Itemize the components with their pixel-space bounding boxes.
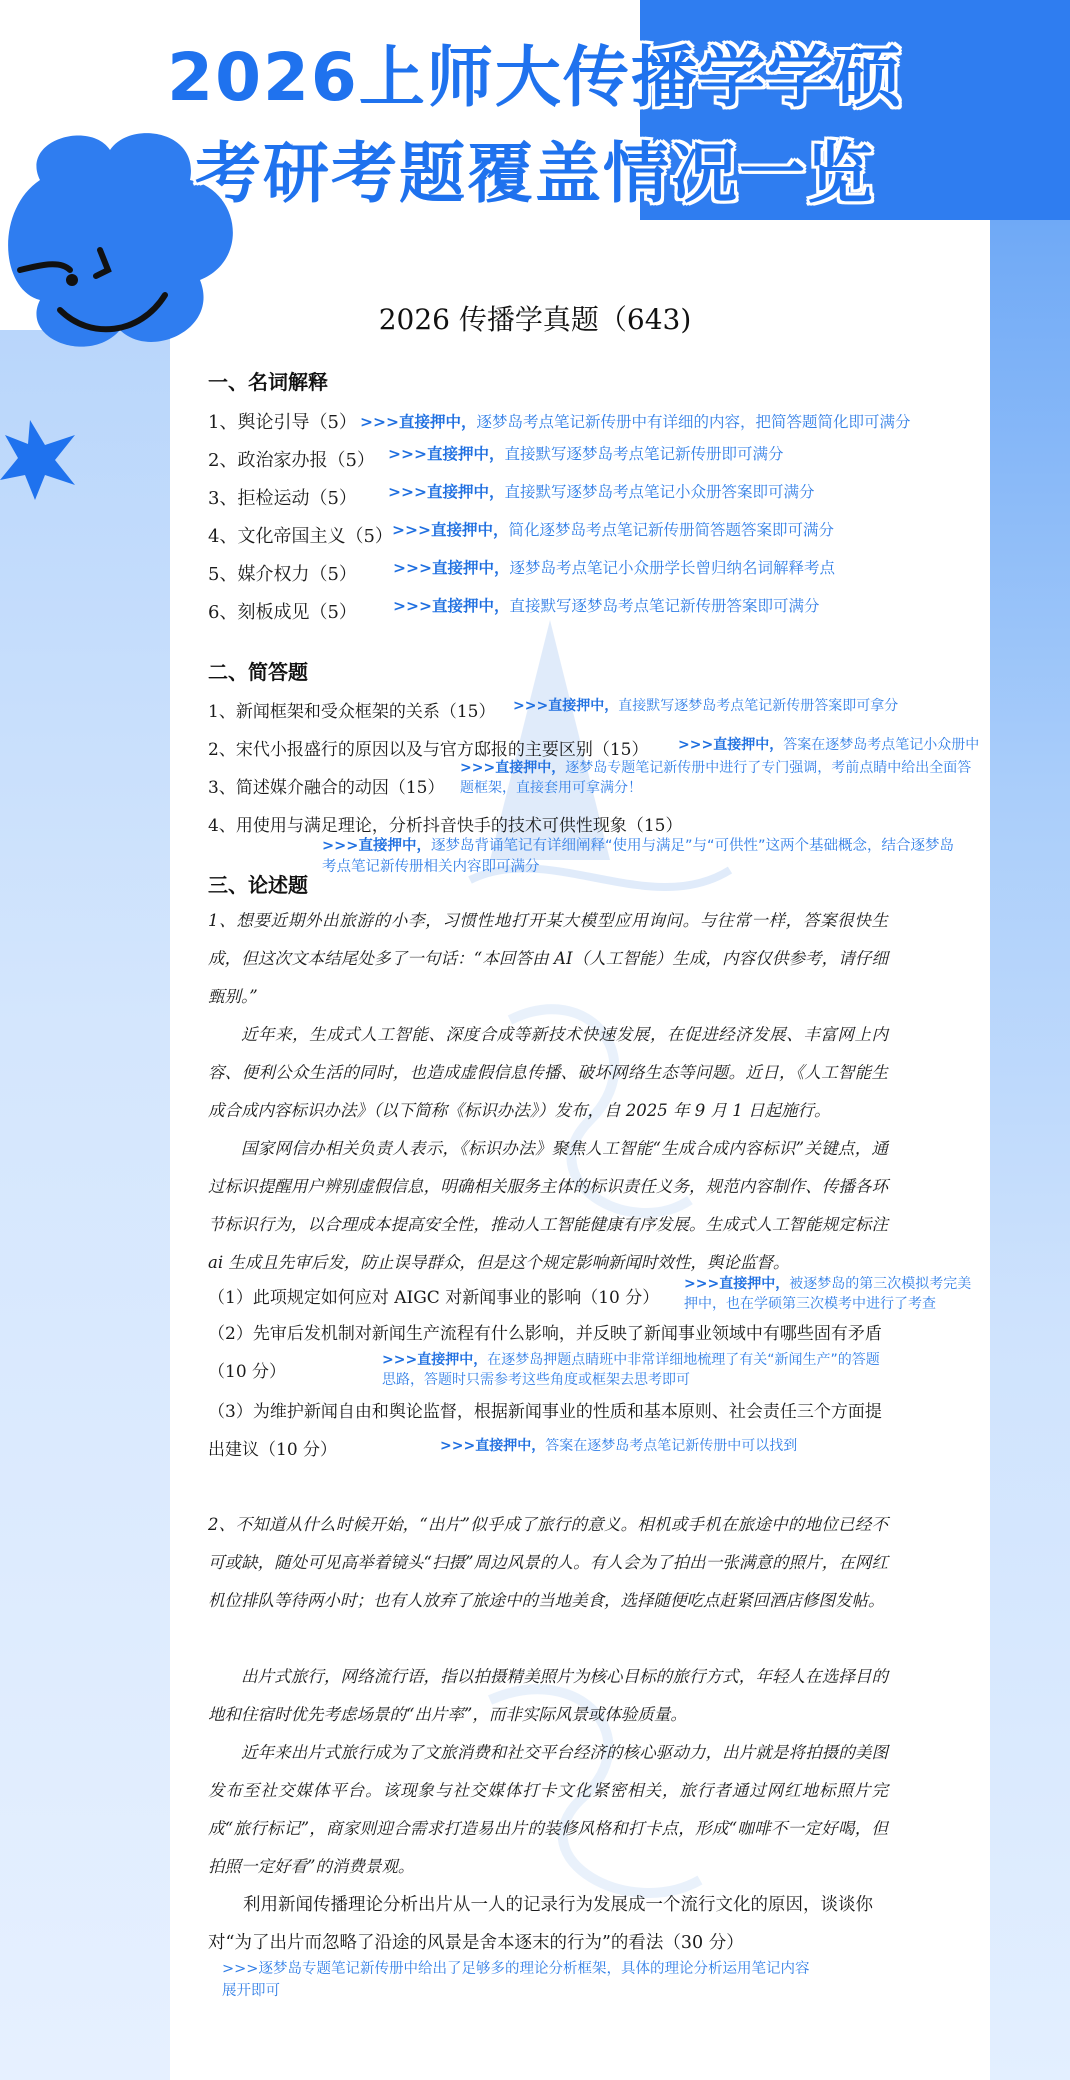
essay1-paragraph-3: 国家网信办相关负责人表示，《标识办法》聚焦人工智能“生成合成内容标识”关键点，通过标识提醒用户辨别虚假信息，明确相关服务主体的标识责任义务，规范内容制作、传播各环节标识行为，以合理成本提高安全性，推动人工智能健康有序发展。生成式人工智能规定标注 ai 生成且先审后发，防止误导群众，但是这个规定影响新闻时效性，舆论监督。 <box>208 1139 888 1272</box>
section1-item-5-note: >>>直接押中，逐梦岛考点笔记小众册学长曾归纳名词解释考点 <box>393 559 835 577</box>
section2-item-1-note: >>>直接押中，直接默写逐梦岛考点笔记新传册答案即可拿分 <box>513 698 899 714</box>
section1-item-6-note: >>>直接押中，直接默写逐梦岛考点笔记新传册答案即可满分 <box>393 597 820 615</box>
hero-title-line2: 考研考题覆盖情况一览 <box>195 135 875 212</box>
hero-title <box>0 30 1070 222</box>
section2-item-3: 3、简述媒介融合的动因（15） <box>208 778 445 798</box>
section2-item-2-note: >>>直接押中，答案在逐梦岛考点笔记小众册中 <box>678 737 980 753</box>
section1-item-3-note: >>>直接押中，直接默写逐梦岛考点笔记小众册答案即可满分 <box>388 483 815 501</box>
section2-item-4: 4、用使用与满足理论，分析抖音快手的技术可供性现象（15） <box>208 816 683 836</box>
right-blue-strip <box>980 220 1070 2080</box>
essay2-paragraph-2: 出片式旅行，网络流行语，指以拍摄精美照片为核心目标的旅行方式，年轻人在选择目的地和住宿时优先考虑场景的“出片率”，而非实际风景或体验质量。 <box>208 1667 888 1724</box>
section1-item-4: 4、文化帝国主义（5） <box>208 526 393 547</box>
essay1-sub2: （2）先审后发机制对新闻生产流程有什么影响，并反映了新闻事业领域中有哪些固有矛盾（10 分） <box>208 1324 882 1382</box>
essay2-paragraph-3: 近年来出片式旅行成为了文旅消费和社交平台经济的核心驱动力，出片就是将拍摄的美图发布至社交媒体平台。该现象与社交媒体打卡文化紧密相关，旅行者通过网红地标照片完成“旅行标记”，商家则迎合需求打造易出片的装修风格和打卡点，形成“咖啡不一定好喝，但拍照一定好看”的消费景观。 <box>208 1743 888 1876</box>
section2-heading: 二、简答题 <box>208 660 308 684</box>
essay1-sub2-note: >>>直接押中，在逐梦岛押题点睛班中非常详细地梳理了有关“新闻生产”的答题思路，答题时只需参考这些角度或框架去思考即可 <box>382 1352 880 1388</box>
section2-item-4-note: >>>直接押中，逐梦岛背诵笔记有详细阐释“使用与满足”与“可供性”这两个基础概念，结合逐梦岛考点笔记新传册相关内容即可满分 <box>322 838 954 875</box>
essay1-sub1-note: >>>直接押中，被逐梦岛的第三次模拟考完美押中，也在学硕第三次模考中进行了考查 <box>684 1276 972 1312</box>
essay1-sub3: （3）为维护新闻自由和舆论监督，根据新闻事业的性质和基本原则、社会责任三个方面提出建议（10 分） <box>208 1402 882 1460</box>
essay2-paragraph-1: 2、不知道从什么时候开始，“出片”似乎成了旅行的意义。相机或手机在旅途中的地位已经不可或缺，随处可见高举着镜头“扫摄”周边风景的人。有人会为了拍出一张满意的照片，在网红机位排队等待两小时；也有人放弃了旅途中的当地美食，选择随便吃点赶紧回酒店修图发帖。 <box>208 1515 888 1610</box>
essay1-sub3-note: >>>直接押中，答案在逐梦岛考点笔记新传册中可以找到 <box>440 1438 798 1454</box>
section2-item-3-note: >>>直接押中，逐梦岛专题笔记新传册中进行了专门强调，考前点睛中给出全面答题框架，直接套用可拿满分！ <box>460 760 972 796</box>
section1-heading: 一、名词解释 <box>208 370 328 394</box>
asterisk-icon <box>0 420 80 500</box>
hero-title-line1: 2026上师大传播学学硕 <box>167 39 903 116</box>
essay2-question: 利用新闻传播理论分析出片从一人的记录行为发展成一个流行文化的原因，谈谈你对“为了出片而忽略了沿途的风景是舍本逐末的行为”的看法（30 分） <box>208 1895 873 1953</box>
section1-item-2-note: >>>直接押中，直接默写逐梦岛考点笔记新传册即可满分 <box>388 445 784 463</box>
essay2-note: >>>逐梦岛专题笔记新传册中给出了足够多的理论分析框架，具体的理论分析运用笔记内容展开即可 <box>222 1961 810 1999</box>
section1-item-5: 5、媒介权力（5） <box>208 564 357 585</box>
section3-heading: 三、论述题 <box>208 873 308 897</box>
essay1-sub1: （1）此项规定如何应对 AIGC 对新闻事业的影响（10 分） <box>208 1288 660 1308</box>
section2-item-1: 1、新闻框架和受众框架的关系（15） <box>208 702 496 722</box>
section1-item-6: 6、刻板成见（5） <box>208 602 357 623</box>
section1-item-2: 2、政治家办报（5） <box>208 450 375 471</box>
essay1-paragraph-2: 近年来，生成式人工智能、深度合成等新技术快速发展，在促进经济发展、丰富网上内容、便利公众生活的同时，也造成虚假信息传播、破坏网络生态等问题。近日，《人工智能生成合成内容标识办法》（以下简称《标识办法》）发布，自 2025 年 9 月 1 日起施行。 <box>208 1025 888 1120</box>
section1-item-3: 3、拒检运动（5） <box>208 488 357 509</box>
section1-item-4-note: >>>直接押中，简化逐梦岛考点笔记新传册简答题答案即可满分 <box>392 521 834 539</box>
document-title: 2026 传播学真题（643) <box>378 303 692 336</box>
essay1-paragraph-1: 1、想要近期外出旅游的小李，习惯性地打开某大模型应用询问。与往常一样，答案很快生成，但这次文本结尾处多了一句话：“本回答由 AI（人工智能）生成，内容仅供参考，请仔细甄别。” <box>208 911 888 1006</box>
section1-item-1: 1、舆论引导（5） <box>208 412 357 433</box>
section1-item-1-note: >>>直接押中，逐梦岛考点笔记新传册中有详细的内容，把简答题简化即可满分 <box>360 413 911 431</box>
section2-item-2: 2、宋代小报盛行的原因以及与官方邸报的主要区别（15） <box>208 740 649 760</box>
